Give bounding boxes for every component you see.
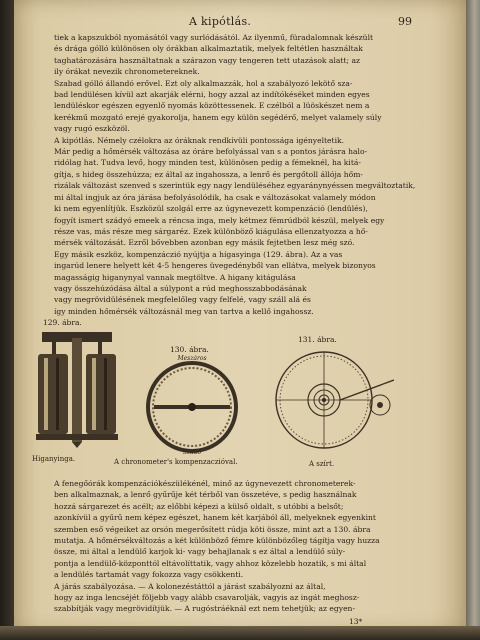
text-line: szemben eső végeiket az orsón megerősített rúdja köti össze, mint azt a 130. ábra (54, 524, 371, 534)
text-line: így minden hőmérsék változásnál meg van tartva a kellő ingahossz. (54, 306, 314, 316)
text-line: pontja a lendülő-központtól eltávolíttatik, vagy ahhoz közelebb hozatik, s mi által (54, 558, 367, 568)
text-line: vagy megrövidülésének megfelelőleg vagy felfelé, vagy száll alá és (54, 295, 311, 305)
text-line: mutatja. A hőmérsékváltozás a két különböző fémre különbözőleg tágítja vagy huzza (54, 536, 380, 546)
text-line: mérsék változását. Ezről bővebben azonban egy másik fejtetben lesz még szó. (54, 238, 355, 248)
text-line: A fenegőórák kompenzációkészülékénél, minő az úgynevezett chronometerek- (54, 479, 356, 488)
escapement-illustration (262, 345, 412, 455)
text-line: ki nem egyenlítjük. Eszközül szolgál erre az úgynevezett kompenzáció (lendülés), (54, 204, 368, 214)
text-line: azonkívül a gyűrű nem képez egészet, hanem két karjából áll, melyeknek egyenkint (54, 513, 376, 523)
text-line: magasságig higanynyal vannak megtöltve. A higany kitágulása (54, 272, 296, 282)
text-line: ily órákat nevezik chronometereknek. (54, 67, 200, 77)
text-line: össze, mi által a lendülő karjok ki- vagy behajlanak s ez által a lendülő súly- (54, 547, 346, 557)
text-line: része vas, más része meg sárgaréz. Ezek különböző kiágulása ellenzatyozza a hő- (54, 226, 368, 236)
balance-wheel-illustration (132, 355, 252, 455)
text-line: lendüléskor egészen egyenlő nyomás közöttessenek. E czélból a lüöskészet nem a (54, 101, 370, 111)
text-line: ben alkalmaznak, a lenrő gyűrűje két térből van összetéve, s pedig használnak (54, 490, 357, 500)
header-title: A kipótlás. (189, 15, 252, 28)
fig130-caption: A chronometer's kompenzaczióval. (114, 458, 238, 466)
fig131-caption: A szírt. (309, 460, 335, 468)
bottom-edge (0, 626, 480, 640)
text-line: hogy az inga lencséjét följebb vagy alább csavarolják, vagyis az ingát meghosz- (54, 593, 360, 603)
page-number: 99 (398, 15, 412, 28)
fig130-label: 130. ábra. (170, 345, 209, 354)
text-line: fogyít ismert szádyó emeek a réncsa inga, mely kétmez fémrúdból készül, melyek egy (54, 215, 385, 225)
text-line: tiek a kapszukból nyomásától vagy surlódásától. Az ilyenmű, füradalomnak készült (54, 33, 374, 42)
text-line: vagy összehúzódása által a súlypont a rúd meghosszabbodásának (54, 283, 307, 293)
fig130-bottom-word: Szabó (182, 449, 202, 455)
text-line: Szabad gólló állandó erővel. Ezt oly alkalmazzák, hol a szabályozó lekötő sza- (54, 78, 353, 88)
text-line: vagy rugó eszközöl. (54, 124, 130, 134)
text-line: szabbítják vagy megrövidítjük. — A rugóstráéknál ezt nem tehetjük; az egyen- (54, 604, 356, 614)
text-line: bad lendülésen kívül azt akarják elérni, hogy azzal az indítókéséket minden egyes (54, 90, 370, 100)
text-block-top (54, 32, 436, 317)
text-line: taghatározására használtatnak a szárazon vagy tengeren tett utazások alatt; az (54, 55, 361, 65)
fig131-label: 131. ábra. (298, 335, 337, 344)
text-line: kerékmű mozgató erejé gyakorolja, hanem egy külön segédérő, melyet valamely súly (54, 112, 382, 122)
printer-signature: 13* (349, 617, 363, 626)
text-line: hozzá sárgarezet és acélt; az előbbi képezi a külső oldalt, s utóbbi a belsőt; (54, 501, 344, 511)
text-line: A kipótlás. Némely czélokra az óráknak rendkívüli pontossága igényeltetik. (54, 135, 345, 145)
fig129-label: 129. ábra. (43, 318, 82, 327)
mercury-pendulum-illustration (32, 330, 122, 450)
text-line: A járás szabályozása. — A kolonezéstáttól a járást szabályozni az által, (54, 581, 326, 591)
book-binding (0, 0, 14, 640)
text-line: rizálak változást szenved s szerintük egy nagy lendüléséhez egyaránynyéssen megváltoztatik, (54, 181, 416, 191)
text-line: gítja, s hideg összehúzza; ez által az ingahossza, a lenrő és pergőtoll állója hőm- (54, 169, 363, 179)
fig129-caption: Higanyinga. (32, 455, 76, 463)
text-block-bottom (54, 478, 436, 615)
text-line: ridólag hat. Tudva levő, hogy minden test, különösen pedig a fémeknél, ha kitá- (54, 158, 361, 168)
page-edges (466, 0, 480, 640)
text-line: a lendülés tartamát vagy fokozza vagy csökkenti. (54, 570, 244, 580)
text-line: mi által ingjuk az óra járása befolyásolódik, ha csak e változásokat valamely módon (54, 192, 376, 202)
book-page (14, 0, 466, 632)
text-line: ingarúd lenere helyett két 4-5 hengeres üvegedényből van ellátva, melyek bizonyos (54, 261, 376, 271)
text-line: és drága gólló különösen oly órákban alkalmaztatik, melyek feltétlen használtak (54, 44, 363, 54)
fig130-top-word: Meszáros (177, 355, 207, 362)
text-line: Már pedig a hőmérsék változása az óráre befolyással van s a pontos járásra halo- (54, 147, 368, 157)
text-line: Egy másik eszköz, kompenzáczió nyújtja a hígasyinga (129. ábra). Az a vas (54, 249, 343, 259)
